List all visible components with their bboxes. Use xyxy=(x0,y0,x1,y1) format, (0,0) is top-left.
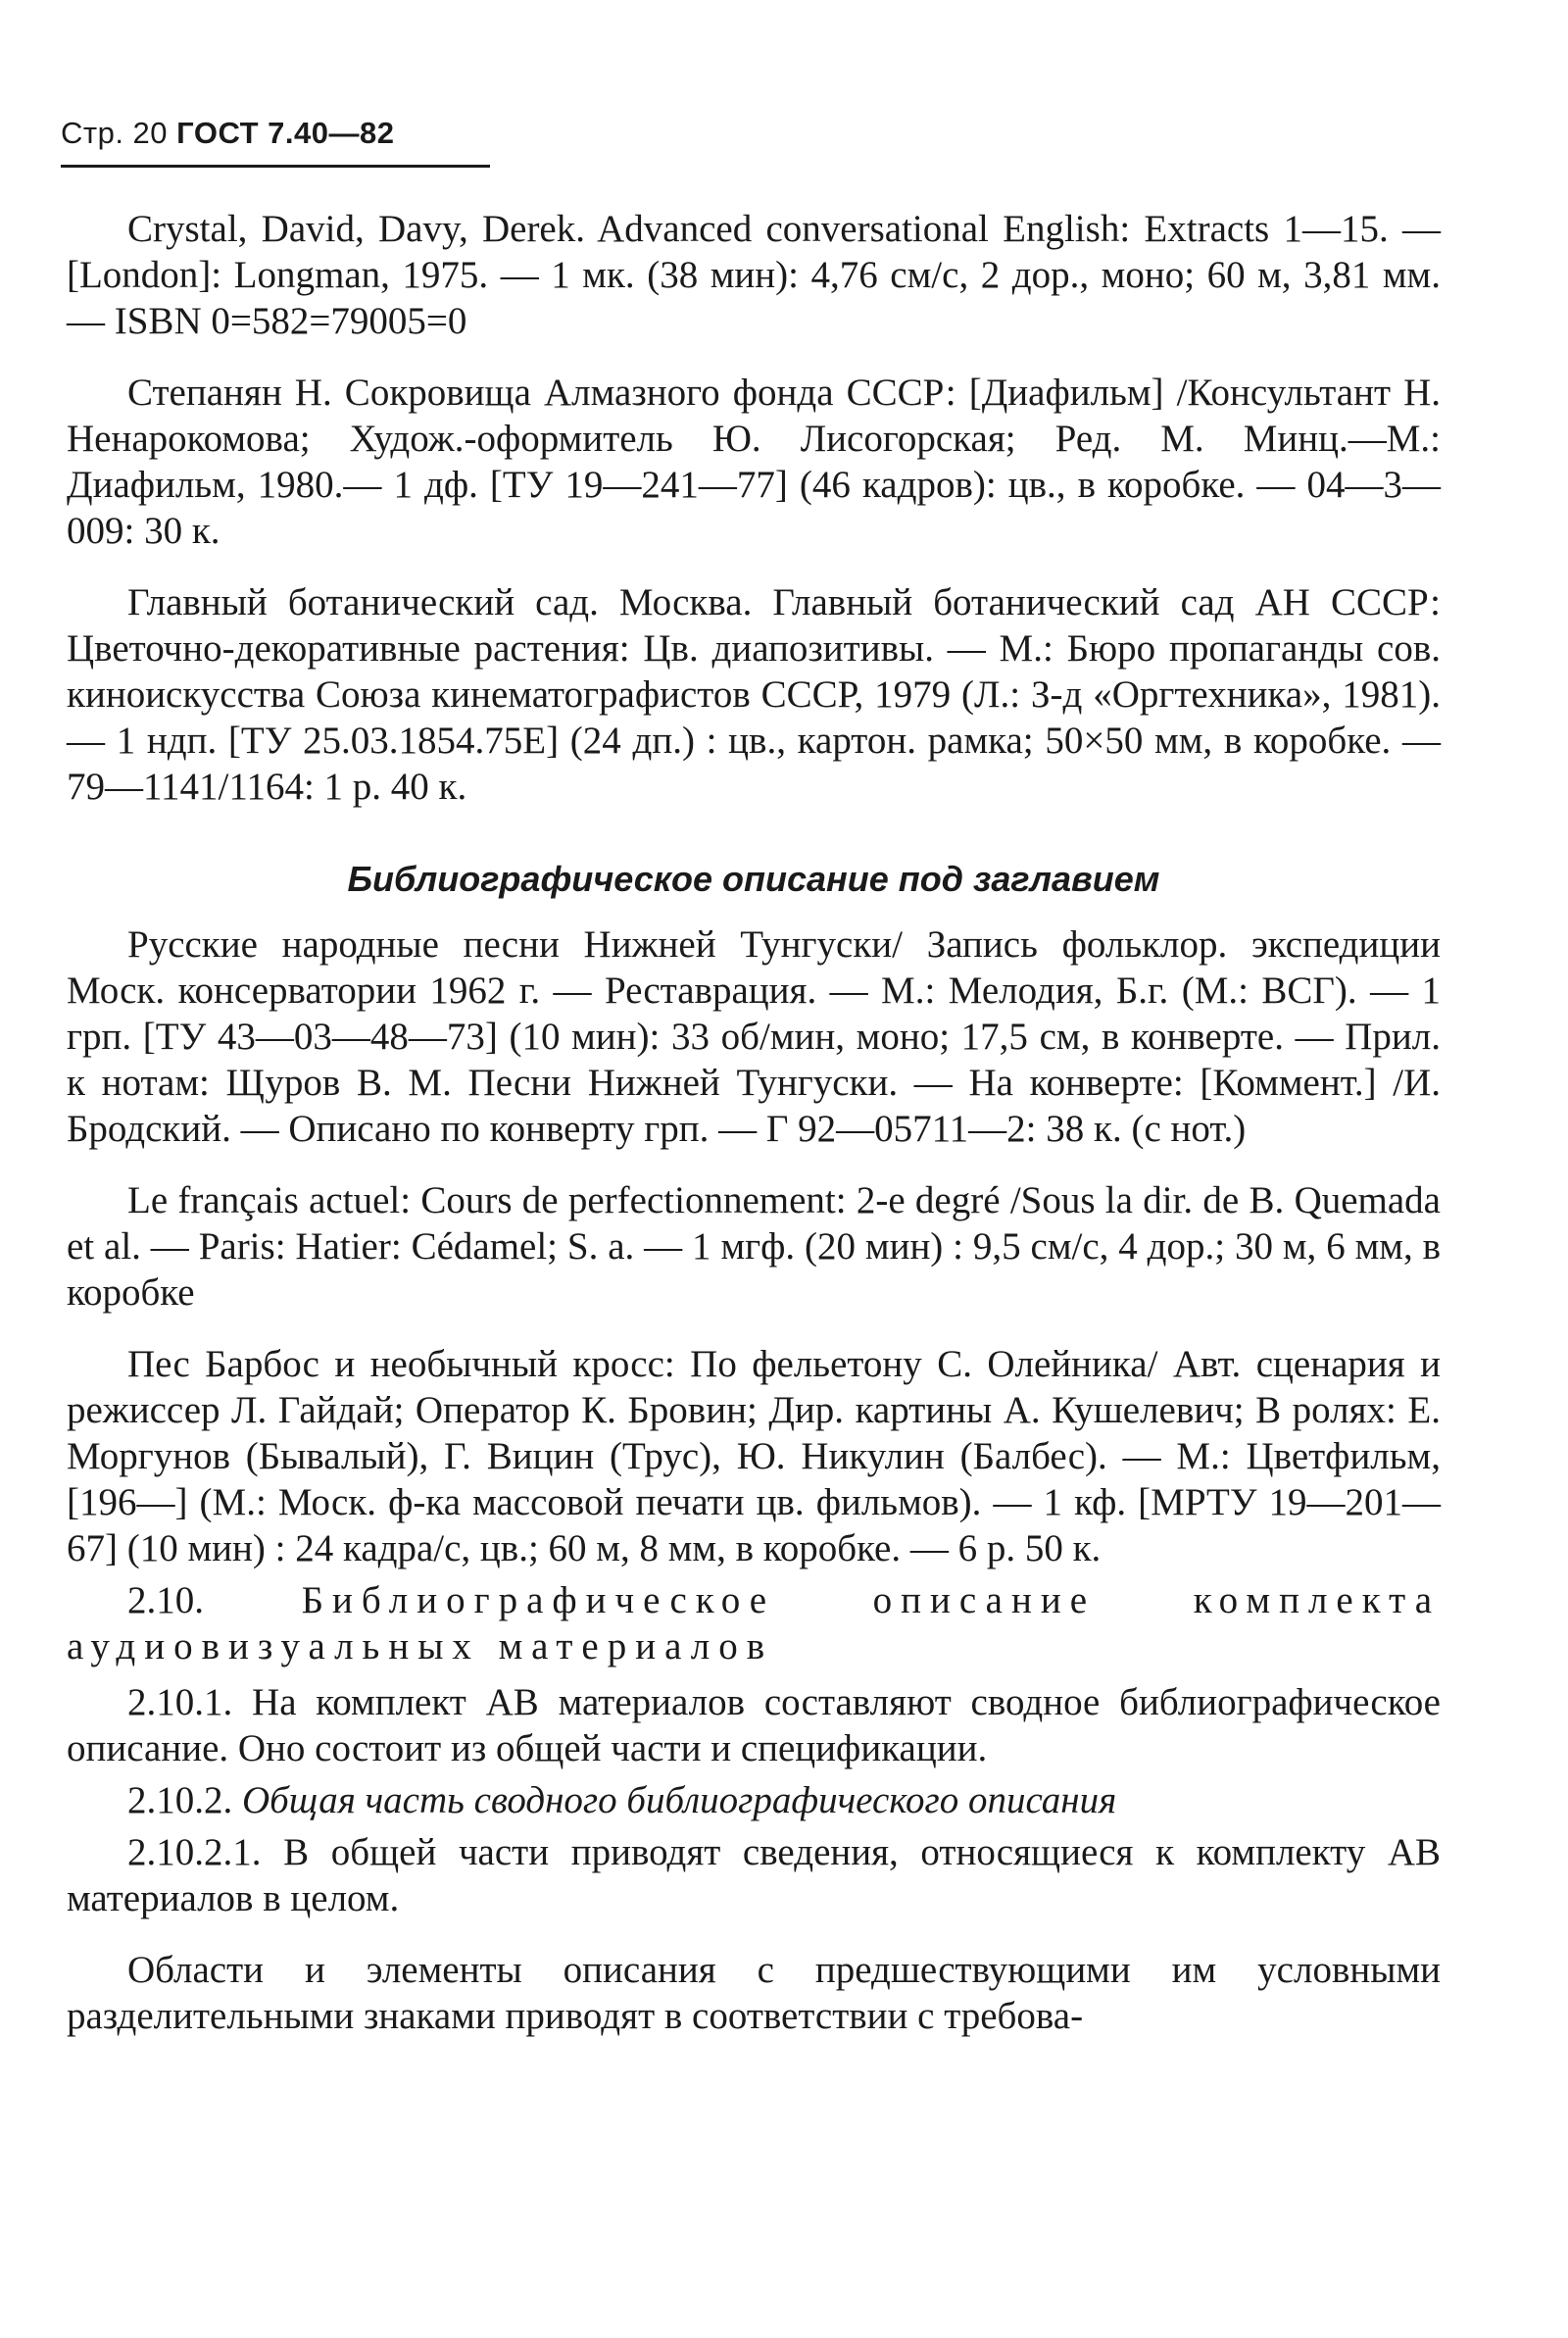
bibliographic-entry: Русские народные песни Нижней Тунгуски/ Запись фольклор. экспедиции Моск. консерватории 1962 г. — Реставрация. — М.: Мелодия, Б.г. (М.: ВСГ). — 1 грп. [ТУ 43—03—48—73] (10 мин): 33 об/мин, моно; 17,5 см, в конверте. — Прил. к нотам: Щуров В. М. Песни Нижней Тунгуски. — На конверте: [Коммент.] /И. Бродский. — Описано по конверту грп. — Г 92—05711—2: 38 к. (с нот.) xyxy=(67,923,1441,1150)
clause-2-10-1: 2.10.1. На комплект АВ материалов составляют сводное библиографическое описание. Оно состоит из общей части и спецификации. xyxy=(67,1681,1441,1769)
page-body xyxy=(67,206,1441,2064)
clause-2-10-heading xyxy=(67,1577,1441,1669)
closing-paragraph: Области и элементы описания с предшествующими им условными разделительными знаками приводят в соответствии с требова- xyxy=(67,1949,1441,2037)
clause-title: Библиографическое описание комплекта аудиовизуальных материалов xyxy=(67,1579,1441,1667)
bibliographic-entry: Le français actuel: Cours de perfectionnement: 2-e degré /Sous la dir. de B. Quemada et al. — Paris: Hatier: Cédamel; S. a. — 1 мгф. (20 мин) : 9,5 см/с, 4 дор.; 30 м, 6 мм, в коробке xyxy=(67,1179,1441,1314)
clause-2-10-2-heading xyxy=(67,1777,1441,1823)
section-heading: Библиографическое описание под заглавием xyxy=(347,859,1160,899)
page-number: Стр. 20 xyxy=(61,116,169,150)
clause-number: 2.10.2. xyxy=(127,1779,233,1821)
clause-number: 2.10. xyxy=(127,1579,204,1621)
standard-designation: ГОСТ 7.40—82 xyxy=(176,116,395,150)
bibliographic-entry: Степанян Н. Сокровища Алмазного фонда СССР: [Диафильм] /Консультант Н. Ненарокомова; Худож.-оформитель Ю. Лисогорская; Ред. М. Минц.—М.: Диафильм, 1980.— 1 дф. [ТУ 19—241—77] (46 кадров): цв., в коробке. — 04—3—009: 30 к. xyxy=(67,372,1441,552)
bibliographic-entry: Главный ботанический сад. Москва. Главный ботанический сад АН СССР: Цветочно-декоративные растения: Цв. диапозитивы. — М.: Бюро пропаганды сов. киноискусства Союза кинематографистов СССР, 1979 (Л.: З-д «Оргтехника», 1981). — 1 ндп. [ТУ 25.03.1854.75Е] (24 дп.) : цв., картон. рамка; 50×50 мм, в коробке. — 79—1141/1164: 1 р. 40 к. xyxy=(67,581,1441,808)
bibliographic-entry: Пес Барбос и необычный кросс: По фельетону С. Олейника/ Авт. сценария и режиссер Л. Гайдай; Оператор К. Бровин; Дир. картины А. Кушелевич; В ролях: Е. Моргунов (Бывалый), Г. Вицин (Трус), Ю. Никулин (Балбес). — М.: Цветфильм, [196—] (М.: Моск. ф-ка массовой печати цв. фильмов). — 1 кф. [МРТУ 19—201—67] (10 мин) : 24 кадра/с, цв.; 60 м, 8 мм, в коробке. — 6 р. 50 к. xyxy=(67,1343,1441,1569)
clause-title: Общая часть сводного библиографического описания xyxy=(242,1779,1117,1821)
header-rule xyxy=(61,165,490,168)
bibliographic-entry: Crystal, David, Davy, Derek. Advanced conversational English: Extracts 1—15. — [London]: Longman, 1975. — 1 мк. (38 мин): 4,76 см/с, 2 дор., моно; 60 м, 3,81 мм. — ISBN 0=582=79005=0 xyxy=(67,208,1441,342)
page-header xyxy=(61,116,394,151)
clause-2-10-2-1: 2.10.2.1. В общей части приводят сведения, относящиеся к комплекту АВ материалов в целом. xyxy=(67,1831,1441,1919)
